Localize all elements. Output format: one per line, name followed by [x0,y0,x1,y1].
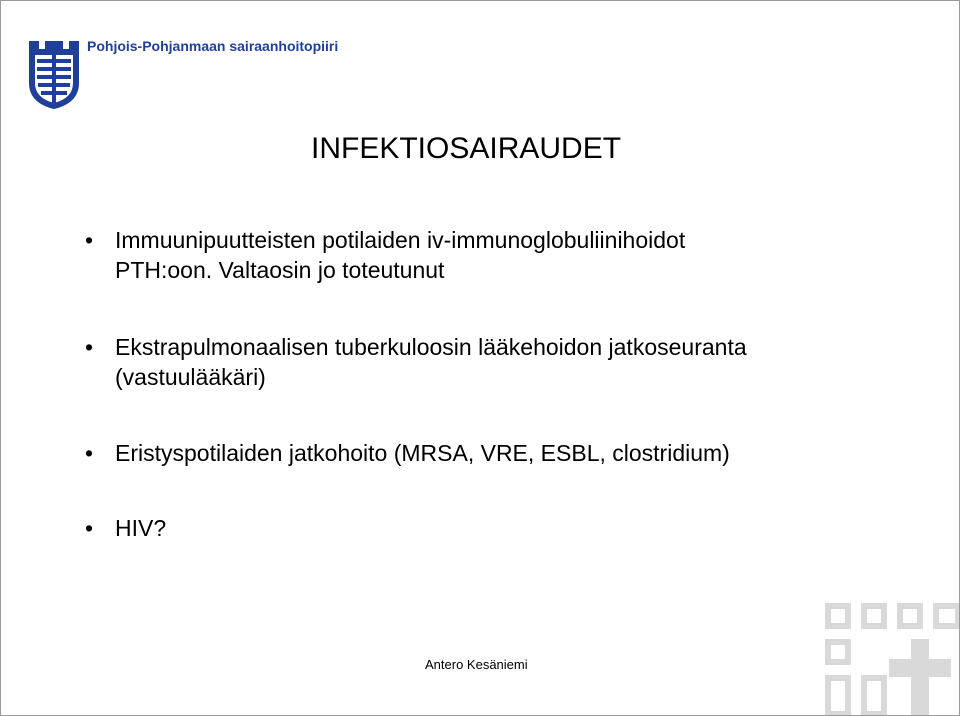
bullet-text [115,513,875,543]
bullet-line: (vastuulääkäri) [115,364,266,390]
decorative-cross-pattern [817,595,960,716]
bullet-dot: • [84,515,94,541]
bullet-line: Immuunipuutteisten potilaiden iv-immunoglobuliinihoidot [115,227,686,253]
bullet-line: Eristyspotilaiden jatkohoito (MRSA, VRE, ESBL, clostridium) [115,440,730,466]
bullet-line: Ekstrapulmonaalisen tuberkuloosin lääkehoidon jatkoseuranta [115,334,747,360]
slide-title: INFEKTIOSAIRAUDET [311,132,622,165]
bullet-dot: • [84,227,94,253]
bullet-text [115,225,875,285]
coat-of-arms-icon [27,39,81,111]
footer-author: Antero Kesäniemi [425,657,528,672]
bullet-line: PTH:oon. Valtaosin jo toteutunut [115,257,445,283]
bullet-line: HIV? [115,515,167,541]
bullet-text [115,332,875,392]
bullet-dot: • [84,334,94,360]
bullet-dot: • [84,440,94,466]
bullet-text [115,438,875,468]
organization-name: Pohjois-Pohjanmaan sairaanhoitopiiri [87,38,339,54]
